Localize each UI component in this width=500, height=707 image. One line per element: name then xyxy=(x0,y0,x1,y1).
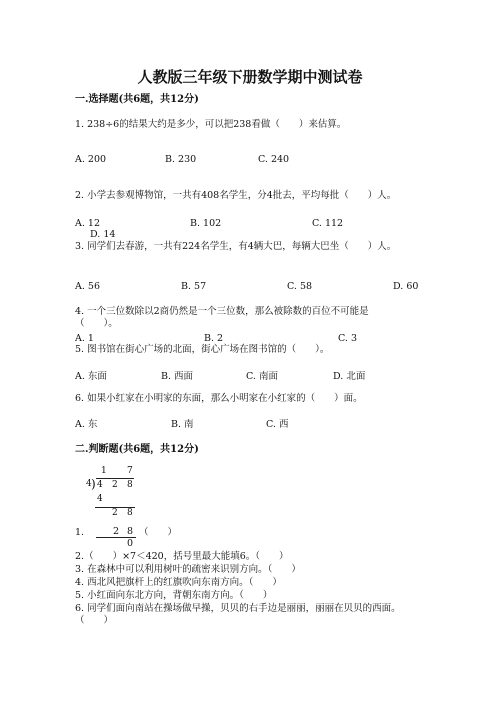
mid-digit-2: 8 xyxy=(127,508,133,518)
q4-option-c: C. 3 xyxy=(338,333,358,344)
q3-option-c: C. 58 xyxy=(287,281,313,292)
quotient-digit-2: 7 xyxy=(127,466,133,476)
q2-option-d: D. 14 xyxy=(90,229,116,240)
q3-option-d: D. 60 xyxy=(393,281,419,292)
q2-option-b: B. 102 xyxy=(190,218,222,229)
q4-option-a: A. 1 xyxy=(75,333,94,344)
remainder: 0 xyxy=(127,538,134,549)
q3-option-a: A. 56 xyxy=(75,281,100,292)
q1-option-b: B. 230 xyxy=(165,154,197,165)
question-5: 5. 图书馆在街心广场的北面，街心广场在图书馆的（ ）。 xyxy=(75,344,330,355)
mid-digit-1: 2 xyxy=(112,508,118,518)
question-1: 1. 238÷6的结果大约是多少，可以把238看做（ ）来估算。 xyxy=(75,119,347,130)
q1-option-a: A. 200 xyxy=(75,154,107,165)
long-division xyxy=(86,466,146,526)
judge-q6-paren: （ ） xyxy=(75,615,114,626)
judge-q6: 6. 同学们面向南站在操场做早操，贝贝的右手边是丽丽，丽丽在贝贝的西面。 xyxy=(75,603,401,614)
q6-option-a: A. 东 xyxy=(75,419,98,430)
q5-option-d: D. 北面 xyxy=(333,371,366,382)
q6-option-b: B. 南 xyxy=(171,419,194,430)
q5-option-b: B. 西面 xyxy=(161,371,194,382)
q6-option-c: C. 西 xyxy=(266,419,289,430)
question-6: 6. 如果小红家在小明家的东面，那么小明家在小红家的（ ）面。 xyxy=(75,393,363,404)
judge-q1-label: 1. xyxy=(75,527,85,538)
quotient-digit-1: 1 xyxy=(101,466,107,476)
division-bar xyxy=(96,478,134,479)
judge-q1-paren: （ ） xyxy=(139,527,178,538)
question-4-cont: （ ）。 xyxy=(75,318,118,329)
section1-heading: 一.选择题(共6题，共12分) xyxy=(75,94,199,105)
q3-option-b: B. 57 xyxy=(181,281,207,292)
subtract-1: 4 xyxy=(97,494,103,504)
sub2-digit-2: 8 xyxy=(127,526,134,537)
question-4: 4. 一个三位数除以2商仍然是一个三位数，那么被除数的百位不可能是 xyxy=(75,306,369,317)
sub2-digit-1: 2 xyxy=(113,526,120,537)
section2-heading: 二.判断题(共6题，共12分) xyxy=(75,444,199,455)
q1-option-c: C. 240 xyxy=(258,154,290,165)
q5-option-a: A. 东面 xyxy=(75,371,107,382)
division-bracket: ) xyxy=(91,477,96,491)
dividend-digit-2: 2 xyxy=(112,480,118,490)
judge-q5: 5. 小红面向东北方向，背朝东南方向。（ ） xyxy=(75,590,273,601)
dividend-digit-1: 4 xyxy=(97,480,103,490)
divisor: 4 xyxy=(86,479,92,489)
q2-option-c: C. 112 xyxy=(312,218,344,229)
q5-option-c: C. 南面 xyxy=(246,371,278,382)
judge-q2: 2.（ ）×7＜420，括号里最大能填6。（ ） xyxy=(75,551,289,562)
page-title: 人教版三年级下册数学期中测试卷 xyxy=(137,68,363,86)
judge-q3: 3. 在森林中可以利用树叶的疏密来识别方向。（ ） xyxy=(75,564,301,575)
dividend-digit-3: 8 xyxy=(127,480,133,490)
judge-q4: 4. 西北风把旗杆上的红旗吹向东南方向。（ ） xyxy=(75,577,282,588)
question-3: 3. 同学们去春游，一共有224名学生，有4辆大巴，每辆大巴坐（ ）人。 xyxy=(75,241,397,252)
q2-option-a: A. 12 xyxy=(75,218,100,229)
q4-option-b: B. 2 xyxy=(204,333,224,344)
question-2: 2. 小学去参观博物馆，一共有408名学生，分4批去，平均每批（ ）人。 xyxy=(75,190,397,201)
